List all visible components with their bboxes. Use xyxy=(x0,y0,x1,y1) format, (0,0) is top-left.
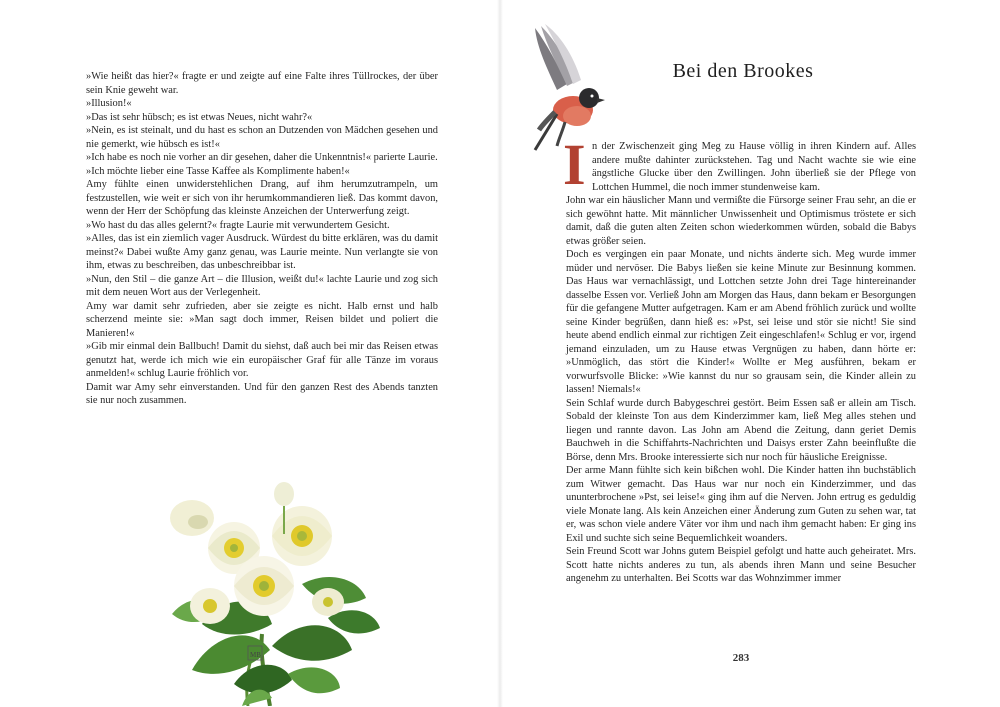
chapter-title: Bei den Brookes xyxy=(672,60,814,82)
paragraph: »Ich möchte lieber eine Tasse Kaffee als Komplimente haben!« xyxy=(86,165,350,177)
paragraph: n der Zwischenzeit ging Meg zu Hause völlig in ihren Kindern auf. Alles andere mußte dahinter zurückstehen. Tag und Nacht wachte sie wie eine ängstliche Glucke über den Zwillingen. John überließ sie der Pflege von Lottchen Hummel, die noch immer stundenweise kam. xyxy=(592,141,916,193)
paragraph: »Wo hast du das alles gelernt?« fragte Laurie mit verwundertem Gesicht. xyxy=(86,219,390,231)
right-page-text xyxy=(566,140,916,586)
paragraph: »Nun, den Stil – die ganze Art – die Illusion, weißt du!« lachte Laurie und zog sich mit dem neuen Wort aus der Verlegenheit. xyxy=(86,273,438,298)
paragraph: Amy war damit sehr zufrieden, aber sie zeigte es nicht. Halb ernst und halb scherzend meinte sie: »Man sagt doch immer, Reisen bildet und poliert die Manieren!« xyxy=(86,300,438,339)
hellebore-flowers xyxy=(170,482,344,624)
paragraph: »Ich habe es noch nie vorher an dir gesehen, daher die Unkenntnis!« parierte Laurie. xyxy=(86,152,438,163)
book-gutter xyxy=(497,0,503,707)
paragraph: Doch es vergingen ein paar Monate, und nichts änderte sich. Meg wurde immer müder und nervöser. Die Babys ließen sie keine Minute zur Besinnung kommen. Das Haus war vernachlässigt, und Lottchen setzte John drei Tage hintereinander dasselbe Essen vor. Verließ John am Morgen das Haus, dann bekam er Besorgungen für die gefangene Mutter aufgetragen. Kam er am Abend fröhlich zurück und wollte seine Kinder begrüßen, dann hieß es: »Pst, sei leise und stör sie nicht! Sie sind heute abend endlich einmal zur richtigen Zeit eingeschlafen!« Schlug er vor, irgend jemand einzuladen, um zu Hause etwas Vergnügen zu haben, dann hörte er: »Unmöglich, das stört die Kinder!« Wollte er Meg ausführen, bekam er vorwurfsvolle Blicke: »Wie kannst du nur so grausam sein, die Kinder allein zu lassen! Niemals!« xyxy=(566,249,916,395)
paragraph: John war ein häuslicher Mann und vermißte die Fürsorge seiner Frau sehr, an die er sich gewöhnt hatte. Mit männlicher Unwissenheit und Optimismus tröstete er sich damit, daß die guten alten Zeiten schon wiederkommen würden, sobald die Babys etwas größer seien. xyxy=(566,195,916,247)
left-page-text xyxy=(86,70,438,408)
paragraph: Amy fühlte einen unwiderstehlichen Drang, auf ihm herumzutrampeln, um festzustellen, wie weit er sich von ihr herumkommandieren ließ. Das kommt davon, wenn der Herr der Schöpfung das kleinste Anzeichen der Unterwerfung zeigt. xyxy=(86,179,438,217)
paragraph: Der arme Mann fühlte sich kein bißchen wohl. Die Kinder hatten ihn buchstäblich zum Witwer gemacht. Das Haus war nur noch ein Kinderzimmer, und das ununterbrochene »Pst, sei leise!« ging ihm auf die Nerven. John ertrug es geduldig viele Monate lang. Als kein Anzeichen einer Änderung zum Guten zu sehen war, tat er, was schon viele andere Väter vor ihm und nach ihm gemacht haben: Er ging ins Exil und suchte sich seine Bequemlichkeit woanders. xyxy=(566,465,916,544)
paragraph: Damit war Amy sehr einverstanden. Und für den ganzen Rest des Abends tanzten sie nur noch zusammen. xyxy=(86,381,438,406)
paragraph: »Gib mir einmal dein Ballbuch! Damit du siehst, daß auch bei mir das Reisen etwas genutzt hat, werde ich mich wie ein europäischer Graf für alle Tänze im voraus anmelden!« schlug Laurie fröhlich vor. xyxy=(86,341,438,379)
paragraph: »Alles, das ist ein ziemlich vager Ausdruck. Würdest du bitte erklären, was du damit meinst?« Dabei wußte Amy ganz genau, was Laurie meinte. Nun verlangte sie von ihm, etwas zu beschreiben, das unbeschreibbar ist. xyxy=(86,233,438,271)
hellebore-bouquet-illustration xyxy=(152,474,388,706)
paragraph: »Nein, es ist steinalt, und du hast es schon an Dutzenden von Mädchen gesehen und nie gemerkt, wie hübsch es ist!« xyxy=(86,125,438,150)
drop-cap: I xyxy=(563,132,586,197)
svg-text:MB: MB xyxy=(250,651,261,659)
paragraph: Sein Schlaf wurde durch Babygeschrei gestört. Beim Essen saß er allein am Tisch. Sobald der kleinste Ton aus dem Kinderzimmer kam, ließ Meg alles stehen und liegen und rannte davon. Las John am Abend die Zeitung, dann geriet Demis Bauchweh in die Schiffahrts-Nachrichten und Daisys erster Zahn beeinflußte die Börse, denn Mrs. Brooke interessierte sich nur noch für häusliche Ereignisse. xyxy=(566,397,916,463)
paragraph: »Illusion!« xyxy=(86,98,132,109)
paragraph: »Das ist sehr hübsch; es ist etwas Neues, nicht wahr?« xyxy=(86,111,313,123)
paragraph: Sein Freund Scott war Johns gutem Beispiel gefolgt und hatte auch geheiratet. Mrs. Scott hatte nichts anderes zu tun, als abends ihren Mann und seine Besucher angenehm zu unterhalten. Bei Scotts war das Wohnzimmer immer xyxy=(566,546,916,584)
page-number: 283 xyxy=(732,652,750,664)
paragraph: »Wie heißt das hier?« fragte er und zeigte auf eine Falte ihres Tüllrockes, der über sein Knie geweht war. xyxy=(86,71,438,96)
